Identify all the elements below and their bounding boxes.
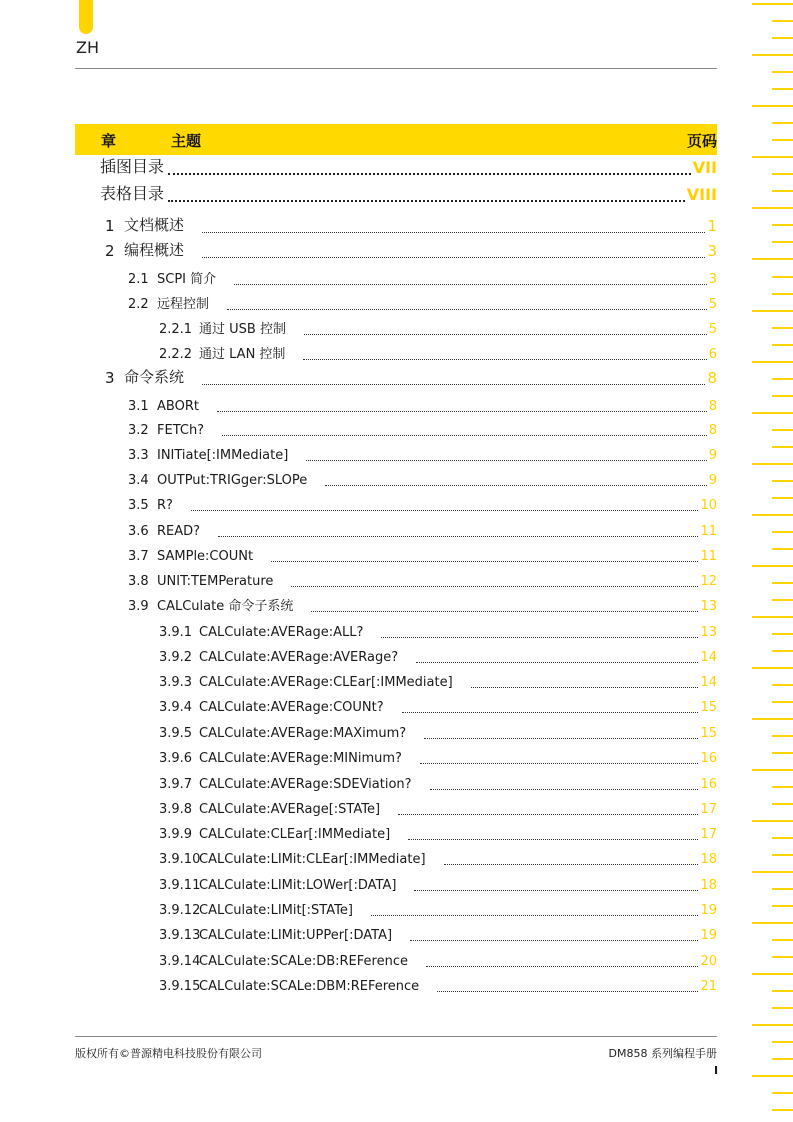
toc-entry-page: 18	[700, 878, 717, 893]
toc-entry-leader	[325, 485, 706, 486]
edge-tab-mark	[772, 786, 793, 788]
toc-entry-title: CALCulate:LIMit:UPPer[:DATA]	[199, 928, 393, 943]
toc-entry-number: 2.2	[128, 297, 149, 312]
toc-entry-page: 17	[700, 827, 717, 842]
toc-entry-leader	[414, 890, 698, 891]
edge-tab-mark	[772, 1007, 793, 1009]
toc-entry[interactable]	[0, 824, 793, 844]
toc-entry-leader	[430, 789, 699, 790]
footer-manual-title: DM858 系列编程手册	[608, 1047, 717, 1060]
toc-entry[interactable]	[0, 495, 793, 515]
edge-tab-mark	[752, 361, 793, 363]
toc-entry-number: 3.9.14	[159, 954, 201, 969]
toc-entry-page: VII	[692, 158, 717, 177]
toc-entry-number: 3	[105, 369, 115, 387]
toc-entry[interactable]	[0, 672, 793, 692]
edge-tab-mark	[772, 905, 793, 907]
toc-entry-leader	[426, 966, 698, 967]
toc-entry-number: 3.9.4	[159, 700, 193, 715]
edge-tab-mark	[772, 190, 793, 192]
language-label: ZH	[76, 38, 99, 57]
toc-entry-page: 13	[700, 599, 717, 614]
toc-entry-number: 3.9.1	[159, 625, 193, 640]
toc-entry-title: FETCh?	[157, 423, 205, 438]
toc-entry[interactable]	[0, 159, 793, 179]
toc-entry-page: 9	[708, 448, 717, 463]
toc-entry[interactable]	[0, 951, 793, 971]
toc-entry-leader	[202, 257, 705, 258]
toc-entry-number: 1	[105, 217, 115, 235]
edge-tab-mark	[752, 514, 793, 516]
toc-entry-number: 2.2.2	[159, 347, 193, 362]
toc-entry-leader	[304, 334, 707, 335]
toc-entry-title: CALCulate:AVERage:COUNt?	[199, 700, 384, 715]
toc-entry-number: 3.4	[128, 473, 149, 488]
edge-tab-mark	[752, 105, 793, 107]
toc-entry[interactable]	[0, 521, 793, 541]
toc-entry-leader	[437, 991, 698, 992]
toc-entry-leader	[271, 561, 698, 562]
toc-entry-page: 10	[700, 498, 717, 513]
edge-tab-mark	[752, 616, 793, 618]
toc-entry[interactable]	[0, 344, 793, 364]
toc-entry-page: 16	[700, 751, 717, 766]
toc-entry-title: INITiate[:IMMediate]	[157, 448, 289, 463]
edge-tab-mark	[772, 548, 793, 550]
toc-entry-leader	[416, 662, 698, 663]
edge-tab-mark	[772, 88, 793, 90]
edge-tab-mark	[772, 20, 793, 22]
toc-entry-leader	[408, 839, 698, 840]
toc-entry-number: 3.9.5	[159, 726, 193, 741]
toc-entry-number: 3.2	[128, 423, 149, 438]
edge-tab-mark	[752, 54, 793, 56]
toc-entry-page: 8	[707, 369, 717, 387]
toc-entry[interactable]	[0, 799, 793, 819]
toc-entry-page: 11	[700, 524, 717, 539]
toc-entry-title: CALCulate:AVERage:MAXimum?	[199, 726, 407, 741]
toc-entry-title: CALCulate:AVERage:AVERage?	[199, 650, 399, 665]
toc-entry-title: SAMPle:COUNt	[157, 549, 254, 564]
toc-entry-title: CALCulate:AVERage:ALL?	[199, 625, 364, 640]
toc-entry-leader	[424, 738, 698, 739]
edge-tab-mark	[772, 650, 793, 652]
edge-tab-mark	[772, 327, 793, 329]
toc-entry-number: 2.2.1	[159, 322, 193, 337]
toc-entry[interactable]	[0, 596, 793, 616]
edge-tab-mark	[752, 3, 793, 5]
toc-entry-number: 3.9.12	[159, 903, 201, 918]
edge-tab-mark	[772, 378, 793, 380]
toc-entry-title: 命令系统	[124, 368, 185, 386]
toc-entry-page: 12	[700, 574, 717, 589]
toc-entry-title: CALCulate:CLEar[:IMMediate]	[199, 827, 391, 842]
toc-entry-page: 8	[708, 399, 717, 414]
toc-entry-number: 3.9.11	[159, 878, 201, 893]
edge-tab-mark	[772, 803, 793, 805]
toc-entry[interactable]	[0, 849, 793, 869]
toc-entry-title: 通过 USB 控制	[199, 322, 286, 337]
toc-entry-page: 13	[700, 625, 717, 640]
toc-entry-title: CALCulate:LIMit[:STATe]	[199, 903, 353, 918]
toc-entry-title: CALCulate 命令子系统	[157, 599, 294, 614]
edge-tab-mark	[772, 735, 793, 737]
toc-entry-page: 15	[700, 726, 717, 741]
edge-tab-mark	[752, 258, 793, 260]
edge-tab-mark	[772, 633, 793, 635]
edge-tab-mark	[772, 37, 793, 39]
toc-entry-number: 3.8	[128, 574, 149, 589]
toc-entry[interactable]	[0, 242, 793, 262]
toc-entry-title: ABORt	[157, 399, 199, 414]
toc-entry-number: 3.9.9	[159, 827, 193, 842]
toc-entry[interactable]	[0, 875, 793, 895]
edge-tab-mark	[752, 718, 793, 720]
edge-tab-mark	[772, 531, 793, 533]
toc-entry-page: 16	[700, 777, 717, 792]
edge-tab-mark	[772, 276, 793, 278]
toc-entry-number: 2.1	[128, 272, 149, 287]
toc-entry[interactable]	[0, 546, 793, 566]
edge-tab-mark	[772, 990, 793, 992]
toc-entry-number: 2	[105, 242, 115, 260]
toc-entry[interactable]	[0, 369, 793, 389]
toc-entry-leader	[222, 435, 707, 436]
edge-tab-mark	[772, 956, 793, 958]
toc-entry-page: 3	[708, 272, 717, 287]
toc-entry-number: 3.9.2	[159, 650, 193, 665]
toc-entry-title: CALCulate:LIMit:CLEar[:IMMediate]	[199, 852, 426, 867]
edge-tab-mark	[772, 939, 793, 941]
edge-tab-mark	[752, 412, 793, 414]
edge-tab-mark	[772, 446, 793, 448]
edge-tab-mark	[772, 139, 793, 141]
toc-entry-title: 插图目录	[100, 157, 165, 176]
toc-header-bar	[75, 124, 717, 155]
edge-tab-mark	[772, 752, 793, 754]
toc-entry-number: 3.9.10	[159, 852, 201, 867]
toc-entry[interactable]	[0, 294, 793, 314]
edge-tab-mark	[772, 1092, 793, 1094]
toc-entry-title: 文档概述	[124, 216, 185, 234]
toc-entry-page: 15	[700, 700, 717, 715]
toc-entry-leader	[202, 384, 705, 385]
yellow-tab-marker	[79, 0, 93, 34]
toc-entry[interactable]	[0, 396, 793, 416]
edge-tab-mark	[772, 1058, 793, 1060]
edge-tab-mark	[752, 922, 793, 924]
edge-tab-mark	[752, 973, 793, 975]
edge-tab-mark	[772, 429, 793, 431]
toc-entry-page: 5	[708, 322, 717, 337]
toc-entry[interactable]	[0, 571, 793, 591]
toc-entry-title: CALCulate:SCALe:DBM:REFerence	[199, 979, 420, 994]
toc-entry[interactable]	[0, 900, 793, 920]
toc-entry-title: CALCulate:AVERage:SDEViation?	[199, 777, 412, 792]
toc-entry-leader	[227, 309, 707, 310]
toc-entry-leader	[303, 359, 706, 360]
footer-copyright: 版权所有©普源精电科技股份有限公司	[75, 1047, 262, 1060]
toc-entry-page: 21	[700, 979, 717, 994]
edge-tab-mark	[752, 667, 793, 669]
edge-tab-mark	[772, 480, 793, 482]
toc-entry-page: 20	[700, 954, 717, 969]
toc-entry-number: 3.9	[128, 599, 149, 614]
toc-entry-leader	[191, 510, 699, 511]
toc-header-page: 页码	[686, 132, 717, 150]
toc-entry-leader	[306, 460, 706, 461]
edge-tab-mark	[752, 156, 793, 158]
toc-entry[interactable]	[0, 420, 793, 440]
toc-entry[interactable]	[0, 723, 793, 743]
toc-entry-page: 17	[700, 802, 717, 817]
toc-entry-leader	[381, 637, 698, 638]
toc-entry-title: CALCulate:SCALe:DB:REFerence	[199, 954, 408, 969]
toc-entry[interactable]	[0, 217, 793, 237]
toc-entry[interactable]	[0, 319, 793, 339]
toc-entry[interactable]	[0, 186, 793, 206]
toc-entry-leader	[371, 915, 699, 916]
edge-tab-mark	[772, 854, 793, 856]
edge-tab-mark	[772, 395, 793, 397]
edge-tab-mark	[752, 310, 793, 312]
edge-tab-mark	[772, 497, 793, 499]
toc-entry-title: 通过 LAN 控制	[199, 347, 286, 362]
edge-tab-mark	[772, 684, 793, 686]
edge-tab-mark	[752, 565, 793, 567]
toc-entry-title: CALCulate:LIMit:LOWer[:DATA]	[199, 878, 397, 893]
edge-tab-mark	[752, 1024, 793, 1026]
edge-tab-mark	[752, 207, 793, 209]
toc-entry-title: 表格目录	[100, 184, 165, 203]
toc-entry-title: READ?	[157, 524, 201, 539]
edge-tab-mark	[772, 1041, 793, 1043]
toc-entry[interactable]	[0, 697, 793, 717]
toc-entry-page: 14	[700, 650, 717, 665]
header-divider	[75, 68, 717, 69]
toc-entry-page: VIII	[686, 185, 717, 204]
toc-header-topic: 主题	[171, 132, 202, 150]
toc-entry[interactable]	[0, 748, 793, 768]
toc-entry-leader	[217, 411, 707, 412]
edge-tab-mark	[752, 769, 793, 771]
toc-entry-title: CALCulate:AVERage:CLEar[:IMMediate]	[199, 675, 453, 690]
toc-entry-leader	[168, 200, 685, 202]
toc-entry-number: 3.3	[128, 448, 149, 463]
toc-entry-title: CALCulate:AVERage:MINimum?	[199, 751, 402, 766]
edge-tab-mark	[772, 1109, 793, 1111]
edge-tab-mark	[752, 820, 793, 822]
edge-tab-mark	[772, 224, 793, 226]
toc-entry-number: 3.9.6	[159, 751, 193, 766]
toc-entry-title: 远程控制	[157, 297, 210, 312]
toc-entry[interactable]	[0, 774, 793, 794]
page-number: I	[714, 1064, 719, 1077]
toc-entry-leader	[471, 687, 699, 688]
edge-tab-mark	[772, 837, 793, 839]
toc-entry-leader	[202, 232, 705, 233]
edge-tab-mark	[772, 241, 793, 243]
toc-entry[interactable]	[0, 925, 793, 945]
toc-entry-leader	[420, 763, 699, 764]
edge-tab-mark	[772, 122, 793, 124]
toc-entry-number: 3.9.7	[159, 777, 193, 792]
toc-entry-page: 1	[707, 217, 717, 235]
toc-entry-leader	[398, 814, 698, 815]
edge-tab-mark	[772, 888, 793, 890]
toc-entry-page: 19	[700, 928, 717, 943]
edge-tab-mark	[772, 599, 793, 601]
toc-entry-page: 5	[708, 297, 717, 312]
edge-tab-mark	[752, 463, 793, 465]
toc-entry-title: OUTPut:TRIGger:SLOPe	[157, 473, 308, 488]
toc-entry-leader	[291, 586, 698, 587]
toc-entry-page: 6	[708, 347, 717, 362]
toc-entry-title: UNIT:TEMPerature	[157, 574, 274, 589]
toc-entry-number: 3.1	[128, 399, 149, 414]
edge-tab-mark	[772, 344, 793, 346]
toc-entry[interactable]	[0, 445, 793, 465]
toc-entry-title: SCPI 简介	[157, 272, 217, 287]
toc-entry-number: 3.9.15	[159, 979, 201, 994]
edge-tab-mark	[772, 173, 793, 175]
toc-entry-leader	[234, 284, 707, 285]
toc-entry[interactable]	[0, 269, 793, 289]
toc-entry-title: CALCulate:AVERage[:STATe]	[199, 802, 381, 817]
toc-entry[interactable]	[0, 976, 793, 996]
toc-entry-page: 11	[700, 549, 717, 564]
toc-entry-number: 3.9.13	[159, 928, 201, 943]
toc-entry-number: 3.7	[128, 549, 149, 564]
toc-entry-number: 3.5	[128, 498, 149, 513]
toc-entry[interactable]	[0, 647, 793, 667]
toc-entry[interactable]	[0, 470, 793, 490]
toc-entry-leader	[168, 173, 691, 175]
toc-entry-leader	[444, 864, 699, 865]
edge-tab-mark	[752, 1075, 793, 1077]
toc-entry-number: 3.6	[128, 524, 149, 539]
toc-entry-leader	[402, 712, 699, 713]
toc-header-chapter: 章	[101, 132, 117, 150]
toc-entry-page: 14	[700, 675, 717, 690]
toc-entry-page: 9	[708, 473, 717, 488]
toc-entry[interactable]	[0, 622, 793, 642]
edge-tab-mark	[772, 293, 793, 295]
edge-tab-mark	[772, 701, 793, 703]
edge-tab-mark	[772, 71, 793, 73]
toc-entry-title: 编程概述	[124, 241, 185, 259]
toc-entry-page: 3	[707, 242, 717, 260]
toc-entry-leader	[410, 940, 698, 941]
toc-entry-number: 3.9.3	[159, 675, 193, 690]
toc-entry-number: 3.9.8	[159, 802, 193, 817]
toc-entry-leader	[311, 611, 698, 612]
toc-entry-page: 8	[708, 423, 717, 438]
toc-entry-title: R?	[157, 498, 173, 513]
edge-tab-marks	[752, 0, 793, 1122]
edge-tab-mark	[752, 871, 793, 873]
footer-divider	[75, 1036, 717, 1037]
toc-entry-page: 19	[700, 903, 717, 918]
toc-entry-leader	[218, 536, 698, 537]
toc-entry-page: 18	[700, 852, 717, 867]
edge-tab-mark	[772, 582, 793, 584]
